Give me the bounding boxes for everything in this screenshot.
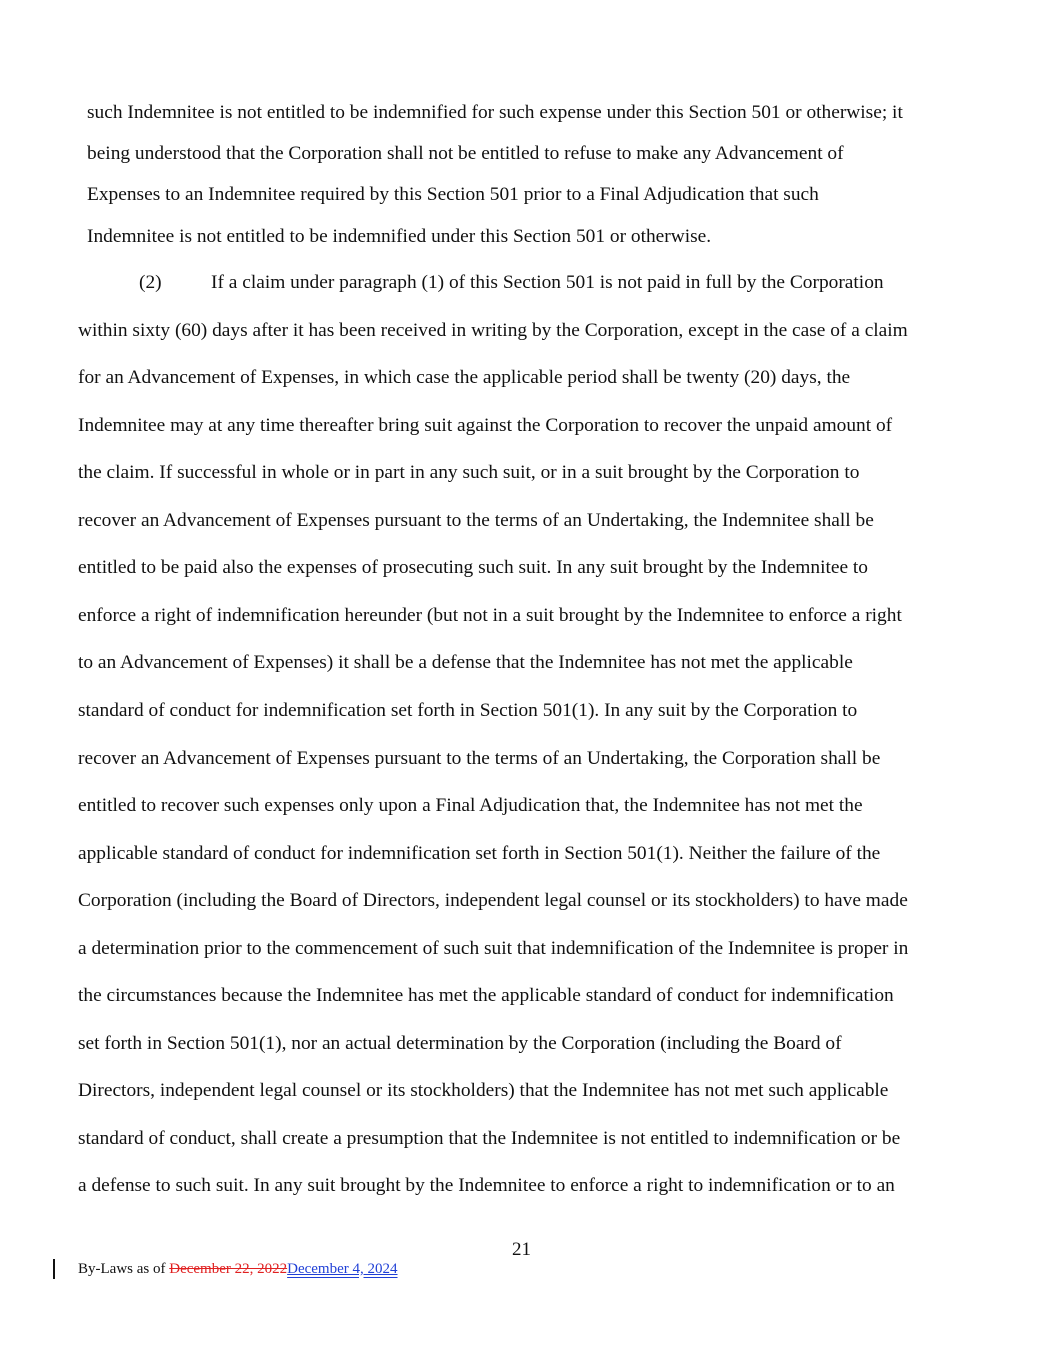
paragraph-line-20: a defense to such suit. In any suit brought by the Indemnitee to enforce a right to indemnification or to an — [78, 1175, 895, 1196]
paragraph-line-1: If a claim under paragraph (1) of this Section 501 is not paid in full by the Corporation — [211, 272, 884, 293]
footer-prefix: By-Laws as of — [78, 1261, 170, 1277]
change-bar — [53, 1259, 55, 1279]
paragraph-line-17: set forth in Section 501(1), nor an actual determination by the Corporation (including the Board of — [78, 1033, 842, 1054]
paragraph-number: (2) — [139, 272, 162, 293]
paragraph-line-8: enforce a right of indemnification hereunder (but not in a suit brought by the Indemnitee to enforce a right — [78, 605, 902, 626]
continued-line-4: Indemnitee is not entitled to be indemnified under this Section 501 or otherwise. — [87, 226, 712, 247]
paragraph-line-18: Directors, independent legal counsel or its stockholders) that the Indemnitee has not met such applicable — [78, 1080, 889, 1101]
continued-line-1: such Indemnitee is not entitled to be indemnified for such expense under this Section 501 or otherwise; it — [87, 102, 903, 123]
footer-deleted-date: December 22, 2022 — [169, 1261, 288, 1277]
paragraph-line-15: a determination prior to the commencement of such suit that indemnification of the Indemnitee is proper in — [78, 938, 909, 959]
paragraph-line-9: to an Advancement of Expenses) it shall be a defense that the Indemnitee has not met the applicable — [78, 652, 853, 673]
footer-inserted-date: December 4, 2024 — [287, 1261, 398, 1277]
paragraph-line-6: recover an Advancement of Expenses pursuant to the terms of an Undertaking, the Indemnitee shall be — [78, 510, 874, 531]
paragraph-line-13: applicable standard of conduct for indemnification set forth in Section 501(1). Neither the failure of the — [78, 843, 881, 864]
continued-line-2: being understood that the Corporation shall not be entitled to refuse to make any Advancement of — [87, 143, 844, 164]
continued-line-3: Expenses to an Indemnitee required by this Section 501 prior to a Final Adjudication that such — [87, 184, 819, 205]
paragraph-line-16: the circumstances because the Indemnitee has met the applicable standard of conduct for indemnification — [78, 985, 894, 1006]
paragraph-line-3: for an Advancement of Expenses, in which case the applicable period shall be twenty (20) days, the — [78, 367, 851, 388]
footer — [78, 1259, 398, 1279]
paragraph-line-14: Corporation (including the Board of Directors, independent legal counsel or its stockholders) to have made — [78, 890, 908, 911]
paragraph-line-4: Indemnitee may at any time thereafter bring suit against the Corporation to recover the unpaid amount of — [78, 415, 893, 436]
paragraph-line-2: within sixty (60) days after it has been received in writing by the Corporation, except in the case of a claim — [78, 320, 908, 341]
paragraph-line-10: standard of conduct for indemnification set forth in Section 501(1). In any suit by the Corporation to — [78, 700, 858, 721]
paragraph-line-19: standard of conduct, shall create a presumption that the Indemnitee is not entitled to indemnification or be — [78, 1128, 901, 1149]
paragraph-line-7: entitled to be paid also the expenses of prosecuting such suit. In any suit brought by the Indemnitee to — [78, 557, 868, 578]
paragraph-line-11: recover an Advancement of Expenses pursuant to the terms of an Undertaking, the Corporation shall be — [78, 748, 881, 769]
page-number: 21 — [512, 1239, 531, 1260]
paragraph-line-12: entitled to recover such expenses only upon a Final Adjudication that, the Indemnitee has not met the — [78, 795, 863, 816]
paragraph-line-5: the claim. If successful in whole or in part in any such suit, or in a suit brought by the Corporation to — [78, 462, 860, 483]
